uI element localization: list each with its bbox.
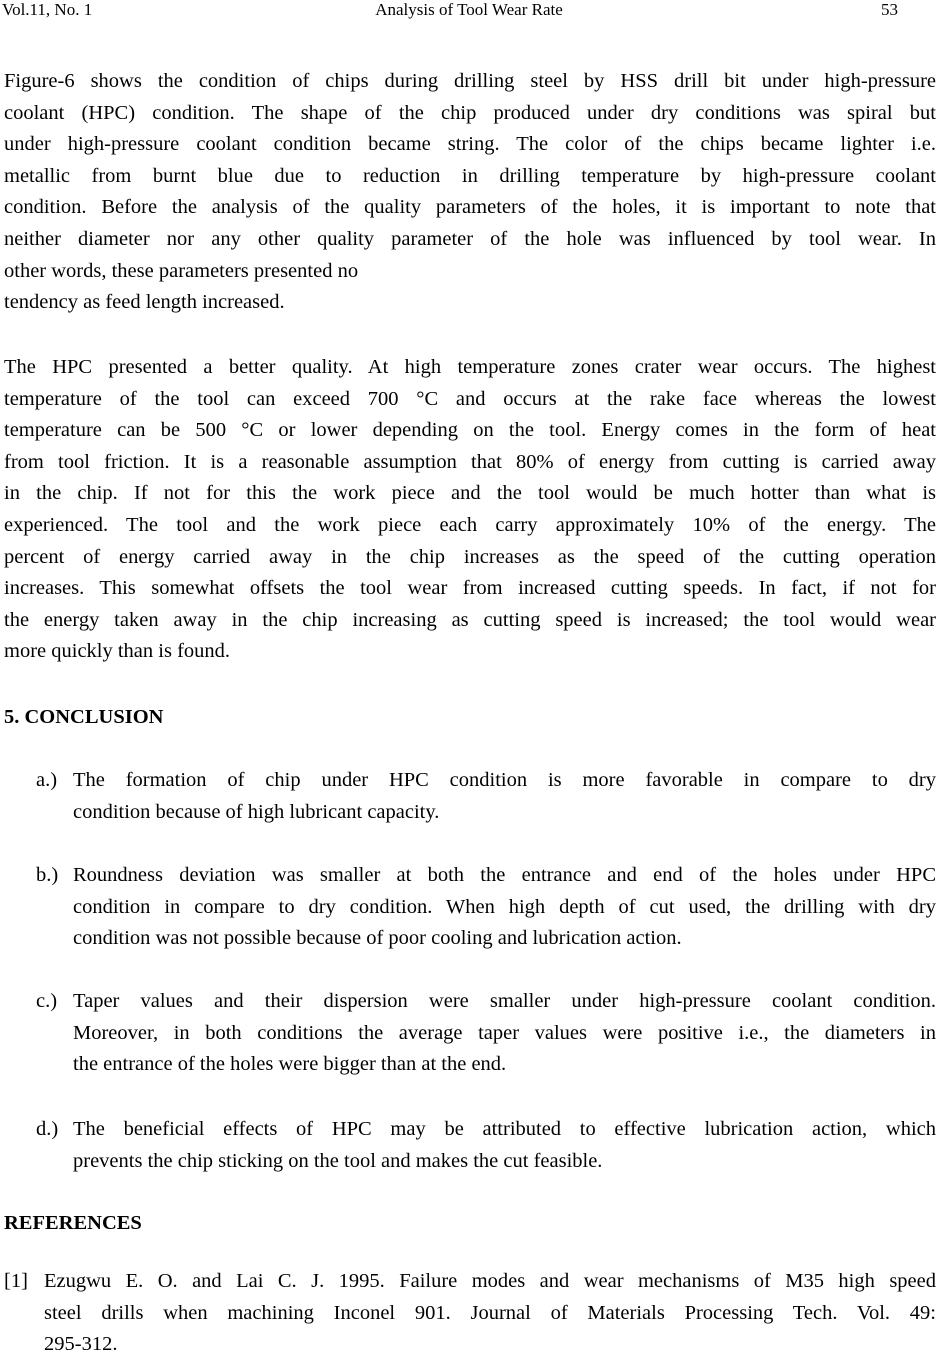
text-line: the entrance of the holes were bigger than at the end. [73, 1053, 507, 1076]
text-line: 295-312. [44, 1333, 118, 1356]
text-line: more quickly than is found. [4, 640, 231, 663]
text-line: temperature of the tool can exceed 700 °C and occurs at the rake face whereas the lowest [4, 387, 936, 410]
text-line: percent of energy carried away in the chip increases as the speed of the cutting operation [4, 545, 936, 568]
text-line: from tool friction. It is a reasonable assumption that 80% of energy from cutting is carried away [4, 450, 936, 473]
reference-marker: [1] [4, 1270, 28, 1292]
text-line: steel drills when machining Inconel 901. Journal of Materials Processing Tech. Vol. 49: [44, 1301, 936, 1324]
paragraph-chip-condition [4, 66, 936, 319]
text-line: other words, these parameters presented no [4, 259, 359, 282]
text-line: Taper values and their dispersion were smaller under high-pressure coolant condition. [73, 990, 936, 1012]
text-line: the energy taken away in the chip increasing as cutting speed is increased; the tool would wear [4, 608, 936, 631]
text-line: experienced. The tool and the work piece each carry approximately 10% of the energy. The [4, 513, 936, 536]
text-line: condition in compare to dry condition. When high depth of cut used, the drilling with dry [73, 895, 936, 918]
text-line: condition was not possible because of poor cooling and lubrication action. [73, 927, 682, 950]
section-heading-references: REFERENCES [4, 1212, 142, 1234]
text-line: Roundness deviation was smaller at both the entrance and end of the holes under HPC [73, 864, 936, 886]
text-line: neither diameter nor any other quality parameter of the hole was influenced by tool wear. In [4, 227, 936, 250]
text-line: prevents the chip sticking on the tool and makes the cut feasible. [73, 1149, 603, 1172]
list-marker: b.) [36, 864, 59, 886]
text-line: under high-pressure coolant condition became string. The color of the chips became lighter i.e. [4, 133, 936, 156]
section-heading-conclusion: 5. CONCLUSION [4, 706, 164, 728]
text-line: Ezugwu E. O. and Lai C. J. 1995. Failure modes and wear mechanisms of M35 high speed [44, 1270, 936, 1292]
list-marker: a.) [36, 769, 58, 791]
text-line: The HPC presented a better quality. At high temperature zones crater wear occurs. The highest [4, 356, 936, 378]
text-line: condition because of high lubricant capacity. [73, 800, 440, 823]
text-line: The formation of chip under HPC condition is more favorable in compare to dry [73, 769, 936, 791]
running-title: Analysis of Tool Wear Rate [375, 0, 563, 19]
text-line: The beneficial effects of HPC may be attributed to effective lubrication action, which [73, 1118, 936, 1140]
page-number: 53 [881, 0, 898, 19]
list-marker: d.) [36, 1118, 59, 1140]
text-line: tendency as feed length increased. [4, 291, 285, 314]
text-line: increases. This somewhat offsets the tool wear from increased cutting speeds. In fact, if not for [4, 577, 936, 600]
running-header [0, 0, 938, 24]
text-line: temperature can be 500 °C or lower depending on the tool. Energy comes in the form of heat [4, 419, 936, 442]
journal-volume: Vol.11, No. 1 [2, 0, 93, 19]
list-marker: c.) [36, 990, 58, 1012]
text-line: condition. Before the analysis of the quality parameters of the holes, it is important to note that [4, 196, 936, 219]
text-line: metallic from burnt blue due to reduction in drilling temperature by high-pressure coolant [4, 164, 936, 187]
paragraph-hpc-quality [4, 352, 936, 668]
text-line: Figure-6 shows the condition of chips during drilling steel by HSS drill bit under high-pressure [4, 70, 936, 92]
text-line: coolant (HPC) condition. The shape of the chip produced under dry conditions was spiral but [4, 101, 936, 124]
text-line: in the chip. If not for this the work piece and the tool would be much hotter than what is [4, 482, 936, 505]
text-line: Moreover, in both conditions the average taper values were positive i.e., the diameters in [73, 1021, 936, 1044]
